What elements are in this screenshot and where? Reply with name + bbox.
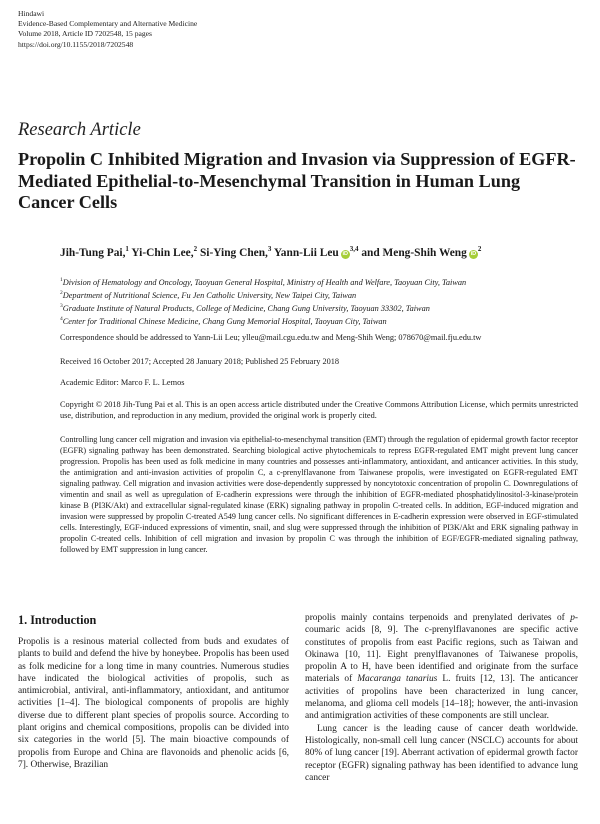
- body-column-right: [305, 612, 578, 784]
- affiliation-item: [60, 288, 466, 301]
- author-affil-sup: 3,4: [349, 245, 359, 253]
- author-affil-sup: 2: [193, 245, 198, 253]
- affiliation-text: Center for Traditional Chinese Medicine, Chang Gung Memorial Hospital, Taoyuan City, Taiwan: [62, 316, 387, 326]
- journal-name: Evidence-Based Complementary and Alternative Medicine: [18, 19, 198, 29]
- affiliation-item: [60, 314, 466, 327]
- affiliation-sup: 1: [60, 277, 63, 283]
- affiliation-text: Graduate Institute of Natural Products, College of Medicine, Chang Gung University, Taoyuan 33302, Taiwan: [62, 303, 430, 313]
- affiliation-sup: 4: [60, 316, 63, 323]
- body-paragraph: Lung cancer is the leading cause of cancer death worldwide. Histologically, non-small cell lung cancer (NSCLC) accounts for about 80% of lung cancer [19]. Aberrant activation of epidermal growth factor receptor (EGFR) signaling pathway has been identified to advance lung cancer: [305, 723, 578, 783]
- author-affil-sup: 1: [125, 245, 129, 253]
- journal-publisher: Hindawi: [18, 9, 45, 18]
- text-run-italic: Macaranga tanarius: [357, 674, 438, 685]
- affiliations: [60, 275, 466, 327]
- author-name: Si-Ying Chen,: [199, 246, 268, 259]
- author-list: [60, 245, 481, 259]
- affiliation-text: Department of Nutritional Science, Fu Jen Catholic University, New Taipei City, Taiwan: [62, 290, 357, 300]
- text-run: -coumaric acids [8, 9]. The c-prenylflavanones are specific active constitutes of propolis from east Pacific regions, such as Taiwan and Okinawa [10, 11]. Eight prenylflavanones of Taiwanese propolis, propolin A to H, have been identified and originate from the surface materials of: [305, 613, 578, 685]
- body-column-left: [18, 636, 289, 771]
- affiliation-sup: 2: [60, 290, 63, 297]
- volume-line: Volume 2018, Article ID 7202548, 15 pages: [18, 29, 152, 39]
- body-paragraph: Propolis is a resinous material collected from buds and exudates of plants to build and defend the hive by honeybee. Propolis has been used as folk medicine for a long time in many countries. Numerous studies have indicated the biological activities of propolis, such as antimicrobial, antiviral, anti-inflammatory, antioxidant, and antitumor activities [1–4]. The biological components of propolis are highly diverse due to different plant species of propolis source. According to plant origins and chemical compositions, propolis can be divided into six categories in the world [5]. The main bioactive compounds of propolis from Europe and China are flavonoids and phenolic acids [6, 7]. Otherwise, Brazilian: [18, 637, 289, 770]
- author-name: Jih-Tung Pai,: [60, 246, 126, 259]
- affiliation-sup: 3: [60, 303, 63, 310]
- section-heading: 1. Introduction: [18, 613, 97, 627]
- correspondence: Correspondence should be addressed to Yann-Lii Leu; ylleu@mail.cgu.edu.tw and Meng-Shih Weng; 078670@mail.fju.edu.tw: [60, 333, 482, 342]
- author-name: Yi-Chin Lee,: [131, 246, 194, 259]
- publication-dates: Received 16 October 2017; Accepted 28 January 2018; Published 25 February 2018: [60, 357, 340, 366]
- affiliation-item: [60, 301, 466, 314]
- article-type: Research Article: [18, 120, 141, 140]
- affiliation-item: [60, 275, 466, 288]
- orcid-icon[interactable]: iD: [470, 250, 477, 257]
- journal-header: [18, 9, 197, 50]
- paper-title: Propolin C Inhibited Migration and Invasion via Suppression of EGFR-Mediated Epithelial-to-Mesenchymal Transition in Human Lung Cancer Cells: [18, 149, 576, 212]
- orcid-icon[interactable]: iD: [342, 250, 348, 257]
- doi-link[interactable]: https://doi.org/10.1155/2018/7202548: [18, 39, 134, 49]
- copyright-notice: Copyright © 2018 Jih-Tung Pai et al. This is an open access article distributed under the Creative Commons Attribution License, which permits unrestricted use, distribution, and reproduction in any medium, provided the original work is properly cited.: [60, 400, 578, 420]
- abstract: Controlling lung cancer cell migration and invasion via epithelial-to-mesenchymal transition (EMT) through the regulation of epidermal growth factor receptor (EGFR) signaling pathway has been demonstrated. Searching biological active phytochemicals to repress EGFR-regulated EMT might prevent lung cancer progression. Propolis has been used as folk medicine in many countries and possesses anti-inflammatory, antioxidant, and anticancer activities. In this study, the antimigration and anti-invasion activities of propolin C, a c-prenylflavanone from Taiwanese propolis, were investigated on EGFR-regulated EMT signaling pathway. Cell migration and invasion activities were dose-dependently suppressed by noncytotoxic concentration of propolin C. Downregulations of vimentin and snail as well as upregulation of E-cadherin expressions were through the inhibition of EGFR-mediated phosphatidylinositol-3-kinase/protein kinase B (PI3K/Akt) and extracellular signal-regulated kinase (ERK) signaling pathway in propolin C-treated cells. In addition, EGF-induced migration and invasion were suppressed by propolin C-treated A549 lung cancer cells. No significant differences in E-cadherin expression were observed in EGF-stimulated cells. Interestingly, EGF-induced expressions of vimentin, snail, and slug were suppressed through the inhibition of PI3K/Akt and ERK signaling pathway in propolin C-treated cells. Inhibition of cell migration and invasion by propolin C was through the inhibition of EGF/EGFR-mediated signaling pathway, followed by EMT suppression in lung cancer.: [60, 435, 578, 555]
- author-name: and Meng-Shih Weng: [361, 246, 467, 259]
- academic-editor: Academic Editor: Marco F. L. Lemos: [60, 378, 185, 387]
- text-run: L. fruits [12, 13]. The anticancer activities of propolins have been characterized in lung cancer, melanoma, and glioma cell models [14–18]; however, the anti-invasion and antimigration activities of these components are still unclear.: [305, 674, 578, 722]
- author-affil-sup: 3: [267, 245, 272, 253]
- text-run: propolis mainly contains terpenoids and prenylated derivates of: [305, 613, 571, 623]
- author-affil-sup: 2: [477, 245, 482, 253]
- text-run-italic: p: [570, 613, 575, 623]
- author-name: Yann-Lii Leu: [273, 246, 339, 259]
- body-paragraph: [305, 612, 578, 723]
- affiliation-text: Division of Hematology and Oncology, Taoyuan General Hospital, Ministry of Health and Welfare, Taoyuan City, Taiwan: [62, 277, 467, 287]
